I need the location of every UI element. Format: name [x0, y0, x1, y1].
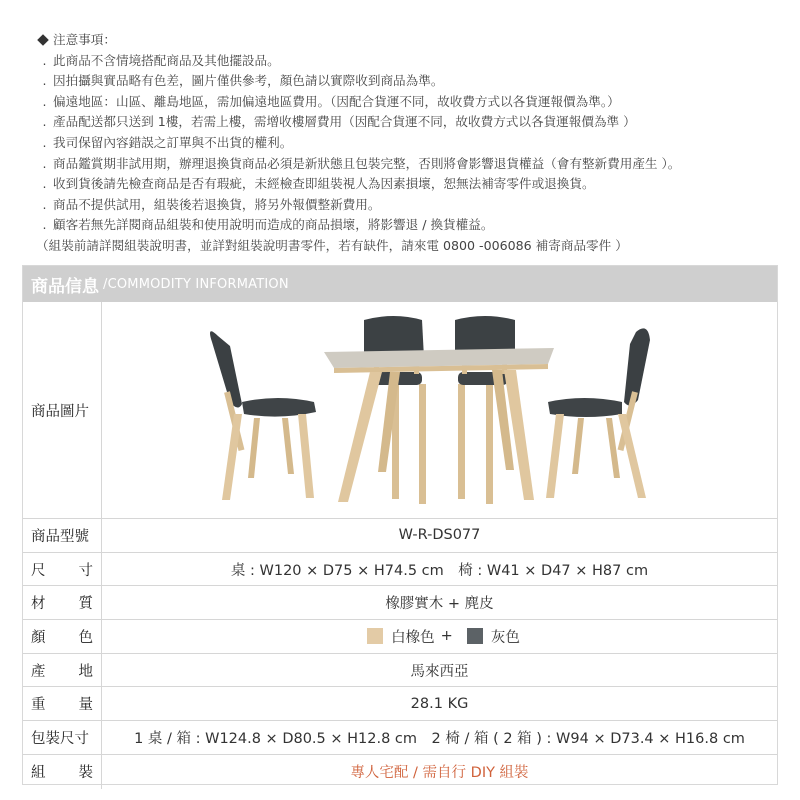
bullet: .	[42, 114, 47, 130]
notes-title	[36, 30, 776, 51]
note-text: 商品鑑賞期非試用期，辦理退換貨商品必須是新狀態且包裝完整，否則將會影響退貨權益（會有整新費用產生 ）。	[53, 155, 681, 171]
package-value: 1 桌 / 箱 : W124.8 × D80.5 × H12.8 cm 2 椅 / 箱 ( 2 箱 ) : W94 × D73.4 × H16.8 cm	[134, 730, 745, 747]
color-1-text: 白橡色	[391, 629, 435, 646]
assembly-row	[23, 755, 777, 789]
model-label: 商品型號	[23, 519, 102, 552]
diamond-icon	[37, 34, 49, 46]
bullet: .	[42, 52, 47, 68]
model-value: W-R-DS077	[398, 527, 481, 544]
front-chair-left	[210, 331, 316, 500]
bullet: .	[42, 196, 47, 212]
dining-table	[324, 348, 554, 502]
back-chair-left	[364, 316, 426, 504]
image-label: 商品圖片	[23, 302, 102, 518]
color-value	[102, 620, 777, 653]
notes-section	[36, 30, 776, 257]
size-row	[23, 553, 777, 587]
bullet: .	[42, 73, 47, 89]
notes-title-text: 注意事項：	[53, 32, 116, 47]
note-item	[36, 51, 776, 72]
note-item	[36, 133, 776, 154]
note-item	[36, 195, 776, 216]
weight-value: 28.1 KG	[410, 695, 469, 712]
weight-label: 重 量	[23, 687, 102, 720]
assembly-label: 組 裝	[23, 755, 102, 789]
bullet: .	[42, 217, 47, 233]
image-row	[23, 302, 777, 519]
notes-footer: （組裝前請詳閱組裝說明書，並詳對組裝說明書零件，若有缺件，請來電 0800 -006086 補寄商品零件 ）	[36, 237, 628, 253]
color-plus: +	[440, 628, 453, 645]
product-photo	[102, 302, 777, 518]
note-text: 因拍攝與實品略有色差，圖片僅供參考，顏色請以實際收到商品為準。	[53, 73, 444, 89]
package-label: 包裝尺寸	[23, 721, 102, 754]
size-label: 尺 寸	[23, 553, 102, 586]
weight-row	[23, 687, 777, 721]
material-value: 橡膠實木 + 麂皮	[385, 596, 494, 613]
package-row	[23, 721, 777, 755]
origin-value: 馬來西亞	[410, 663, 469, 680]
bullet: .	[42, 134, 47, 150]
info-header	[23, 266, 777, 302]
info-subtitle: /COMMODITY INFORMATION	[103, 276, 289, 292]
note-item	[36, 174, 776, 195]
bullet: .	[42, 93, 47, 109]
note-text: 顧客若無先詳閱商品組裝和使用說明而造成的商品損壞，將影響退 / 換貨權益。	[53, 217, 494, 233]
color-row	[23, 620, 777, 654]
bullet: .	[42, 176, 47, 192]
assembly-value: 專人宅配 / 需自行 DIY 組裝	[350, 765, 529, 782]
material-label: 材 質	[23, 586, 102, 619]
dining-set-illustration	[102, 302, 777, 518]
color-label: 顏 色	[23, 620, 102, 653]
note-text: 偏遠地區：山區、離島地區，需加偏遠地區費用。（因配合貨運不同，故收費方式以各貨運報價為準。）	[53, 93, 620, 109]
bullet: .	[42, 155, 47, 171]
note-text: 產品配送都只送到 1樓，若需上樓，需增收樓層費用（因配合貨運不同，故收費方式以各貨運報價為準 ）	[53, 114, 636, 130]
note-text: 我司保留內容錯誤之訂單與不出貨的權利。	[53, 134, 293, 150]
info-title: 商品信息	[31, 276, 99, 297]
note-item	[36, 154, 776, 175]
model-row	[23, 519, 777, 553]
origin-label: 產 地	[23, 654, 102, 687]
material-row	[23, 586, 777, 620]
note-text: 此商品不含情境搭配商品及其他擺設品。	[53, 52, 280, 68]
note-text: 收到貨後請先檢查商品是否有瑕疵，未經檢查即組裝視人為因素損壞，恕無法補寄零件或退換貨。	[53, 176, 595, 192]
commodity-info-table	[22, 265, 778, 785]
origin-row	[23, 654, 777, 688]
gray-swatch	[467, 628, 483, 644]
front-chair-right	[546, 328, 650, 498]
color-2-text: 灰色	[490, 629, 520, 646]
note-item	[36, 215, 776, 236]
note-item	[36, 112, 776, 133]
note-text: 商品不提供試用，組裝後若退換貨，將另外報價整新費用。	[53, 196, 381, 212]
note-item	[36, 92, 776, 113]
oak-swatch	[367, 628, 383, 644]
size-value: 桌 : W120 × D75 × H74.5 cm 椅 : W41 × D47 × H87 cm	[230, 562, 649, 579]
note-item	[36, 71, 776, 92]
